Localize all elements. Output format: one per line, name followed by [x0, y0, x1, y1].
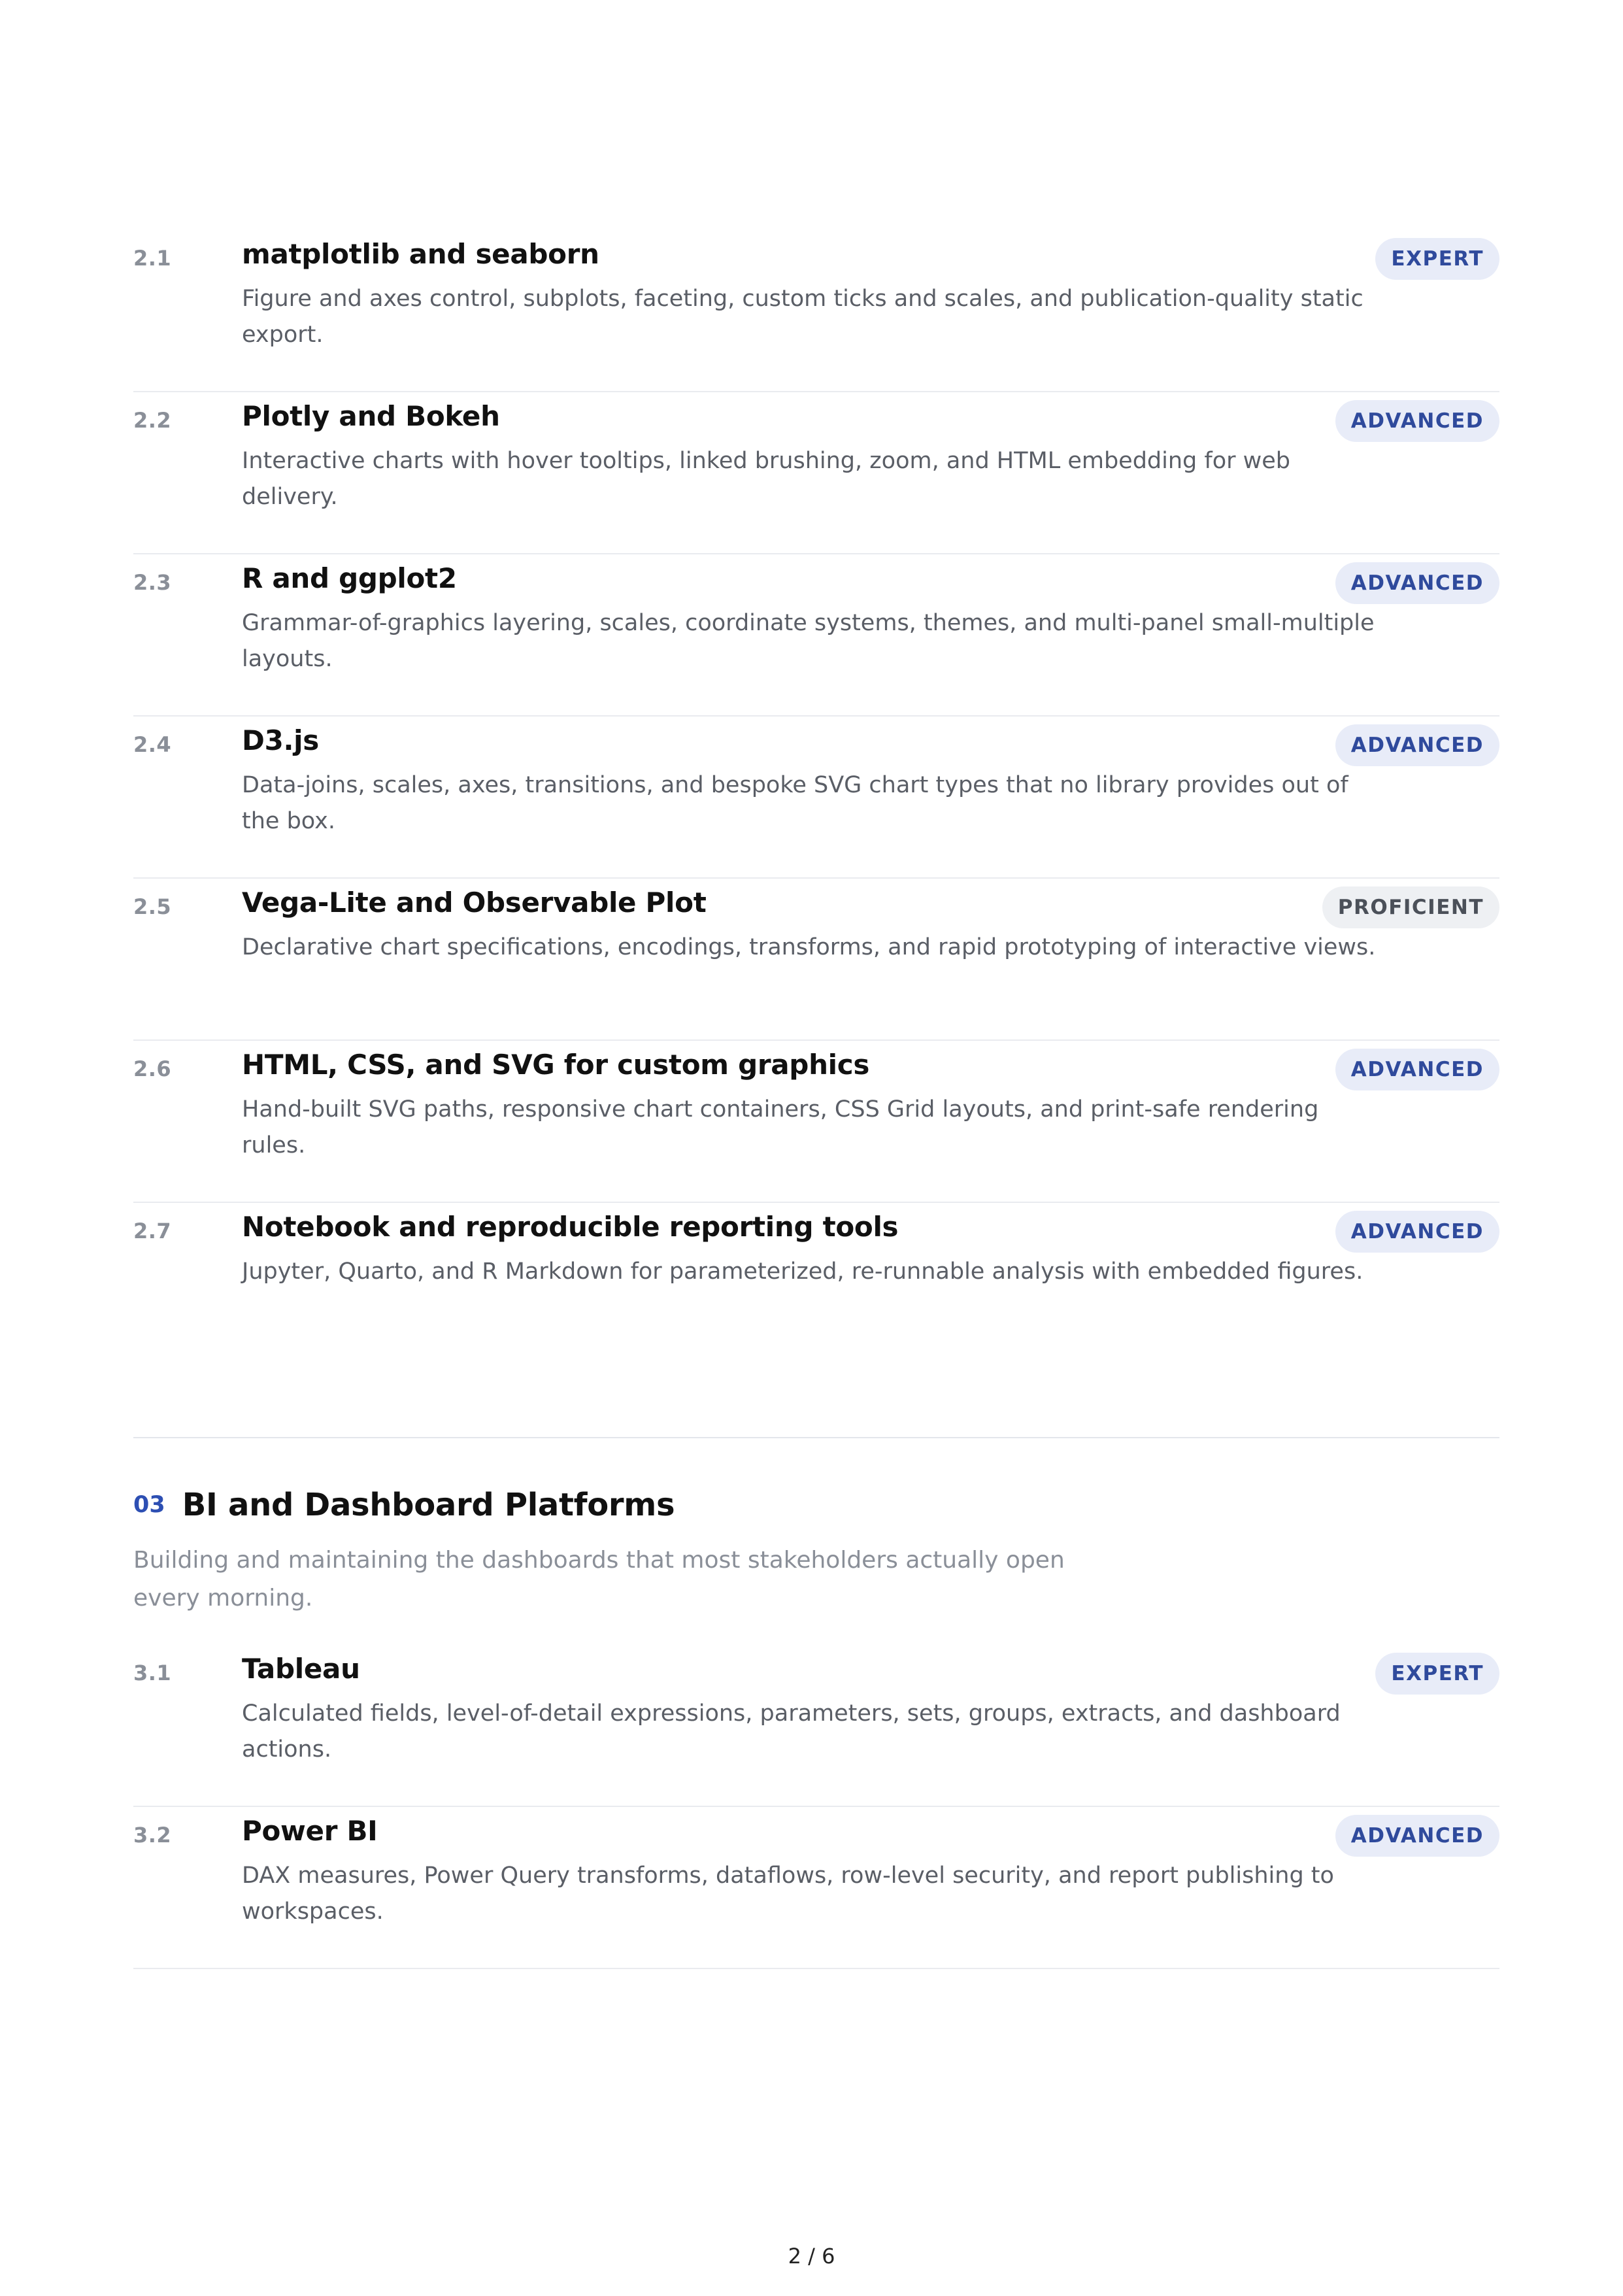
section-description: Building and maintaining the dashboards that most stakeholders actually open every morning.	[133, 1547, 1065, 1612]
skill-item	[133, 717, 1499, 879]
skill-item	[133, 879, 1499, 1041]
skill-description: DAX measures, Power Query transforms, dataflows, row-level security, and report publishing to workspaces.	[242, 1863, 1334, 1925]
section-heading	[133, 1487, 675, 1523]
skill-title: Tableau	[242, 1653, 360, 1685]
level-badge: ADVANCED	[1335, 724, 1499, 766]
skill-item	[133, 1041, 1499, 1203]
skill-description: Hand-built SVG paths, responsive chart containers, CSS Grid layouts, and print-safe rendering rules.	[242, 1096, 1319, 1158]
level-badge: ADVANCED	[1335, 400, 1499, 442]
skill-title: matplotlib and seaborn	[242, 238, 599, 270]
skill-title: Vega-Lite and Observable Plot	[242, 886, 707, 919]
skill-description: Calculated fields, level-of-detail expressions, parameters, sets, groups, extracts, and dashboard actions.	[242, 1700, 1341, 1763]
skill-number: 3.2	[133, 1823, 172, 1848]
skill-item	[133, 1645, 1499, 1807]
skill-title: D3.js	[242, 724, 319, 756]
skill-description: Grammar-of-graphics layering, scales, coordinate systems, themes, and multi-panel small-multiple layouts.	[242, 610, 1375, 672]
skill-description: Interactive charts with hover tooltips, linked brushing, zoom, and HTML embedding for web delivery.	[242, 448, 1291, 510]
skill-number: 2.3	[133, 570, 172, 595]
level-badge: EXPERT	[1375, 1653, 1499, 1695]
skill-title: HTML, CSS, and SVG for custom graphics	[242, 1049, 870, 1081]
skill-title: Power BI	[242, 1815, 378, 1847]
skill-description: Figure and axes control, subplots, faceting, custom ticks and scales, and publication-quality static export.	[242, 286, 1364, 348]
level-badge: ADVANCED	[1335, 1049, 1499, 1090]
level-badge: EXPERT	[1375, 238, 1499, 280]
skill-list-section-2	[133, 230, 1499, 1365]
skill-number: 2.4	[133, 732, 172, 757]
skill-number: 2.6	[133, 1056, 172, 1081]
skill-item	[133, 1807, 1499, 1969]
section-title: BI and Dashboard Platforms	[182, 1487, 675, 1523]
section-divider	[133, 1437, 1499, 1438]
skill-item	[133, 392, 1499, 554]
level-badge: ADVANCED	[1335, 1211, 1499, 1253]
skill-list-section-3	[133, 1645, 1499, 1969]
level-badge: ADVANCED	[1335, 562, 1499, 604]
skill-number: 2.7	[133, 1219, 172, 1243]
skill-number: 2.5	[133, 894, 172, 919]
page-number: 2 / 6	[788, 2244, 835, 2269]
skill-number: 3.1	[133, 1661, 172, 1685]
skill-item	[133, 1203, 1499, 1365]
level-badge: ADVANCED	[1335, 1815, 1499, 1857]
skill-item	[133, 230, 1499, 392]
skill-number: 2.2	[133, 408, 172, 433]
skill-description: Data-joins, scales, axes, transitions, and bespoke SVG chart types that no library provides out of the box.	[242, 772, 1348, 834]
skill-title: Notebook and reproducible reporting tools	[242, 1211, 899, 1243]
skill-item	[133, 554, 1499, 717]
level-badge: PROFICIENT	[1322, 886, 1499, 928]
skill-description: Declarative chart specifications, encodings, transforms, and rapid prototyping of interactive views.	[242, 934, 1376, 960]
skill-title: R and ggplot2	[242, 562, 457, 594]
section-number: 03	[133, 1492, 165, 1518]
skill-number: 2.1	[133, 246, 172, 271]
skill-description: Jupyter, Quarto, and R Markdown for parameterized, re-runnable analysis with embedded figures.	[242, 1258, 1364, 1285]
skill-title: Plotly and Bokeh	[242, 400, 500, 432]
